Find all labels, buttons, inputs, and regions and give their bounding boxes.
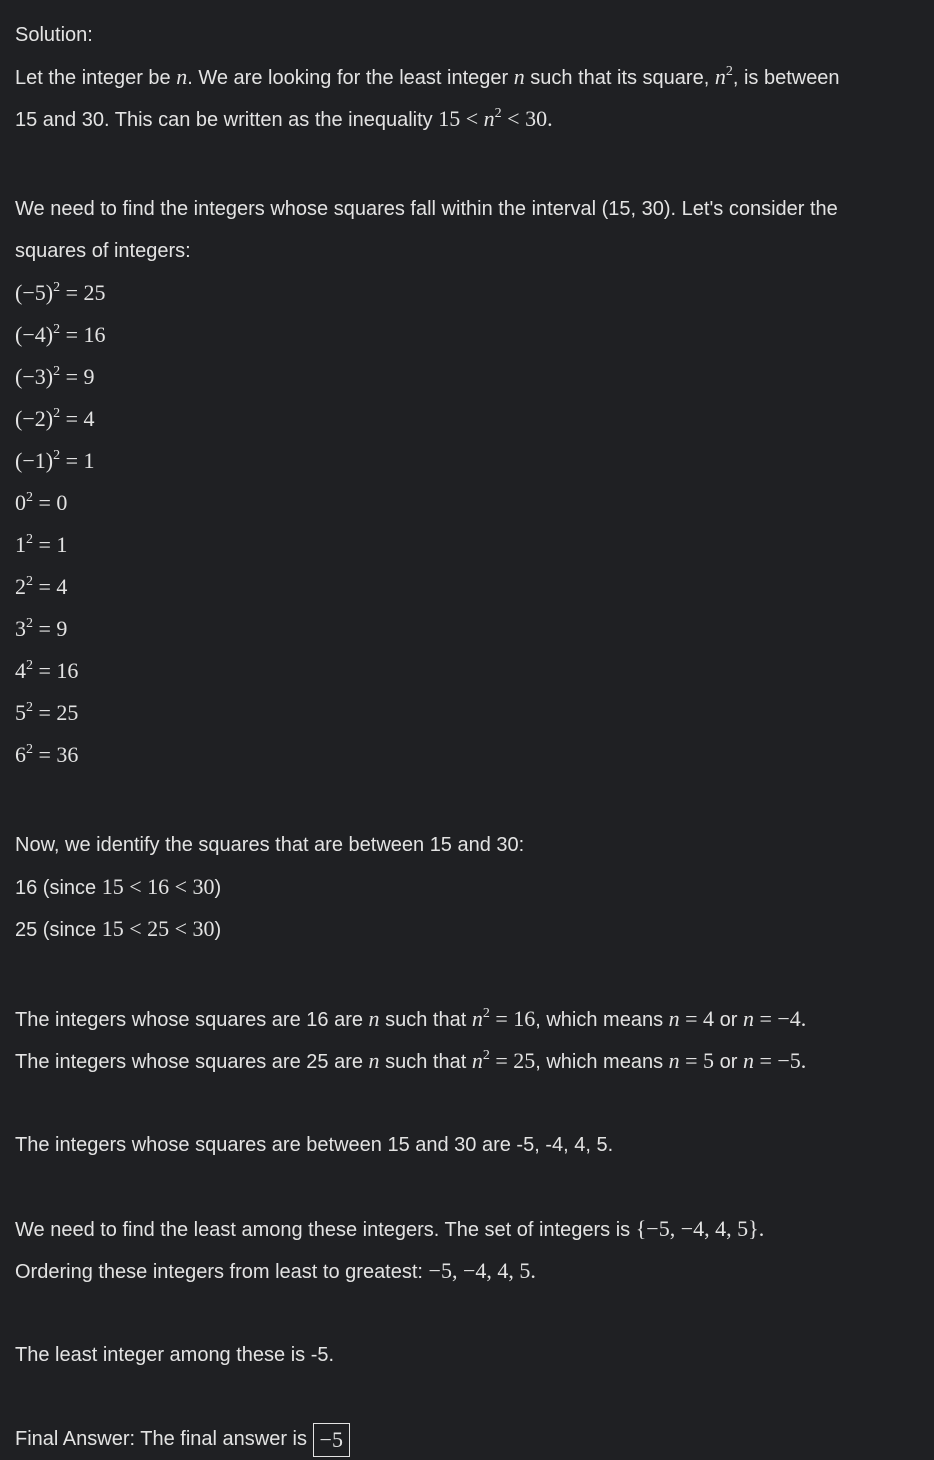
spacer	[15, 1292, 919, 1334]
square-value: = 16	[33, 658, 79, 683]
spacer	[15, 950, 919, 998]
text: or	[714, 1051, 743, 1073]
exponent: 2	[26, 574, 33, 589]
least-integer-statement: The least integer among these is -5.	[15, 1344, 335, 1366]
exponent: 2	[26, 616, 33, 631]
spacer	[15, 1082, 919, 1124]
text: such that	[379, 1009, 472, 1031]
math: = 16	[489, 1006, 536, 1031]
text: such that	[379, 1051, 472, 1073]
ordering-line	[15, 1250, 919, 1292]
var-n: n	[714, 64, 726, 89]
exponent: 2	[26, 490, 33, 505]
roots-of-16	[15, 998, 919, 1040]
text: )	[214, 877, 222, 899]
solution-heading: Solution:	[15, 24, 93, 46]
square-row	[15, 398, 919, 440]
final-answer-line	[15, 1418, 919, 1460]
period: .	[530, 1258, 536, 1283]
exponent: 2	[494, 106, 502, 121]
square-row	[15, 272, 919, 314]
candidate-25	[15, 908, 919, 950]
exponent: 2	[53, 364, 61, 379]
square-base: 4	[15, 658, 26, 683]
square-base: (−4)	[15, 322, 54, 347]
square-row	[15, 314, 919, 356]
paragraph-3-intro: Now, we identify the squares that are between 15 and 30:	[15, 834, 525, 856]
math: 15 < 16 < 30	[101, 874, 215, 899]
square-value: = 25	[33, 700, 79, 725]
integers-between-statement: The integers whose squares are between 15 and 30 are -5, -4, 4, 5.	[15, 1134, 614, 1156]
square-base: (−2)	[15, 406, 54, 431]
square-value: = 1	[33, 532, 68, 557]
var-n: n	[471, 1006, 483, 1031]
math: 15 < 25 < 30	[101, 916, 215, 941]
square-row	[15, 608, 919, 650]
square-base: 6	[15, 742, 26, 767]
candidate-16	[15, 866, 919, 908]
var-n: n	[668, 1048, 680, 1073]
exponent: 2	[53, 280, 61, 295]
square-value: = 16	[60, 322, 106, 347]
intro-line-2	[15, 98, 919, 140]
var-n: n	[742, 1006, 754, 1031]
square-value: = 0	[33, 490, 68, 515]
text: 25 (since	[15, 919, 102, 941]
text: Let the integer be	[15, 67, 177, 89]
math: = −4	[753, 1006, 801, 1031]
square-value: = 4	[60, 406, 95, 431]
square-row	[15, 566, 919, 608]
square-base: 0	[15, 490, 26, 515]
math-set: {−5, −4, 4, 5}	[635, 1216, 759, 1241]
square-row	[15, 650, 919, 692]
text: 15 and 30. This can be written as the inequality	[15, 109, 439, 131]
math: = 5	[679, 1048, 715, 1073]
square-base: 5	[15, 700, 26, 725]
square-base: (−5)	[15, 280, 54, 305]
spacer	[15, 776, 919, 824]
text: The integers whose squares are 16 are	[15, 1009, 369, 1031]
exponent: 2	[26, 532, 33, 547]
var-n: n	[483, 106, 495, 131]
exponent: 2	[53, 406, 61, 421]
square-row	[15, 524, 919, 566]
text: The integers whose squares are 25 are	[15, 1051, 369, 1073]
period: .	[547, 106, 553, 131]
final-answer-box: −5	[313, 1423, 350, 1457]
exponent: 2	[53, 448, 61, 463]
math: 15 <	[438, 106, 484, 131]
square-row	[15, 440, 919, 482]
text: or	[714, 1009, 743, 1031]
math: < 30	[501, 106, 548, 131]
text: , is between	[732, 67, 840, 89]
exponent: 2	[725, 64, 733, 79]
math-order: −5, −4, 4, 5	[428, 1258, 531, 1283]
square-row	[15, 482, 919, 524]
text: We need to find the least among these integers. The set of integers is	[15, 1219, 636, 1241]
square-row	[15, 734, 919, 776]
spacer	[15, 140, 919, 188]
squares-list	[15, 272, 919, 776]
var-n: n	[368, 1048, 380, 1073]
math: = 4	[679, 1006, 715, 1031]
paragraph-2-line-2: squares of integers:	[15, 240, 191, 262]
var-n: n	[368, 1006, 380, 1031]
var-n: n	[513, 64, 525, 89]
exponent: 2	[482, 1006, 490, 1021]
exponent: 2	[53, 322, 61, 337]
period: .	[800, 1006, 807, 1031]
period: .	[800, 1048, 807, 1073]
square-value: = 9	[33, 616, 68, 641]
square-value: = 4	[33, 574, 68, 599]
paragraph-2-line-1: We need to find the integers whose squares fall within the interval (15, 30). Let's consider the	[15, 198, 838, 220]
square-base: (−3)	[15, 364, 54, 389]
period: .	[758, 1216, 765, 1241]
square-value: = 25	[60, 280, 106, 305]
var-n: n	[176, 64, 188, 89]
square-value: = 36	[33, 742, 79, 767]
text: 16 (since	[15, 877, 102, 899]
text: such that its square,	[524, 67, 715, 89]
exponent: 2	[26, 658, 33, 673]
set-of-integers-line	[15, 1208, 919, 1250]
square-value: = 9	[60, 364, 95, 389]
var-n: n	[742, 1048, 754, 1073]
square-value: = 1	[60, 448, 95, 473]
square-base: 2	[15, 574, 26, 599]
text: Ordering these integers from least to greatest:	[15, 1261, 429, 1283]
square-base: 3	[15, 616, 26, 641]
var-n: n	[668, 1006, 680, 1031]
spacer	[15, 1376, 919, 1418]
text: )	[214, 919, 222, 941]
var-n: n	[471, 1048, 483, 1073]
exponent: 2	[26, 742, 33, 757]
square-row	[15, 356, 919, 398]
intro-line-1	[15, 56, 919, 98]
text: . We are looking for the least integer	[187, 67, 514, 89]
square-row	[15, 692, 919, 734]
square-base: 1	[15, 532, 26, 557]
math: = −5	[753, 1048, 801, 1073]
exponent: 2	[26, 700, 33, 715]
spacer	[15, 1166, 919, 1208]
math: = 25	[489, 1048, 536, 1073]
roots-of-25	[15, 1040, 919, 1082]
square-base: (−1)	[15, 448, 54, 473]
text: , which means	[535, 1009, 669, 1031]
final-answer-label: Final Answer: The final answer is	[15, 1428, 313, 1450]
text: , which means	[535, 1051, 669, 1073]
exponent: 2	[482, 1048, 490, 1063]
